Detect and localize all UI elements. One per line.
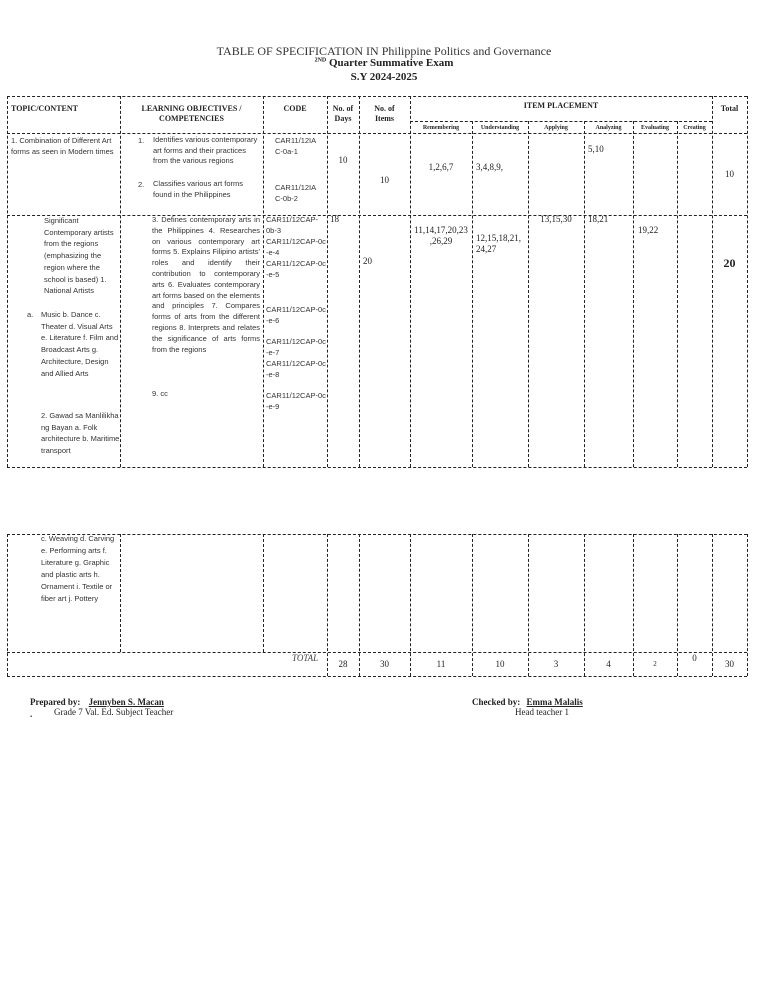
checked-label: Checked by: [472,697,521,707]
row2-code-2: CAR11/12CAP-0c -e-4 [266,237,326,257]
row2-code-4: CAR11/12CAP-0c -e-6 [266,305,326,325]
col-days-line2: Days [334,114,352,123]
row2-objectives: 3. Defines contemporary arts in the Philippines 4. Researches on various contemporary art forms 5. Explains Filipino artists' roles and identify their contribution to contemporary arts 6. Evaluates contemporary art forms based on the elements and principles 7. Compares forms of arts from the different regions 8. Interprets and relates the significance of arts forms from the regions [152,215,260,354]
row2-days: 18 [330,214,339,224]
quarter-label: Quarter Summative Exam [326,57,454,69]
col-objectives-header [120,104,263,124]
total-evaluating: 2 [653,660,657,668]
total-label: TOTAL [292,653,319,663]
total-understanding: 10 [495,659,505,669]
row2-evaluating: 19,22 [638,225,659,235]
row2-topic-artists: Significant Contemporary artists from the regions (emphasizing the region where the school is based) 1. National Artists [44,216,114,296]
row2-code-6: CAR11/12CAP-0c -e-8 [266,359,326,379]
col-total-header: Total [720,104,739,113]
row1-obj2-number: 2. [138,180,145,189]
prepared-role: Grade 7 Val. Ed. Subject Teacher [54,707,174,717]
row2-understanding [476,233,521,255]
row2-understanding-line1: 12,15,18,21, [476,233,521,243]
row1-code-1: CAR11/12IA C-0a-1 [275,136,316,156]
level-applying: Applying [544,125,568,131]
document-title: TABLE OF SPECIFICATION IN Philippine Politics and Governance [216,44,552,58]
col-days-line1: No. of [332,104,354,113]
level-creating: Creating [683,125,706,131]
level-understanding: Understanding [480,125,520,131]
school-year: S.Y 2024-2025 [350,71,418,83]
row1-objective-2: Classifies various art forms found in the Philippines [153,179,244,199]
row1-topic: 1. Combination of Different Art forms as seen in Modern times [11,136,114,156]
row2-analyzing: 18,21 [588,214,609,224]
prepared-by [30,697,164,707]
exam-title [0,57,768,69]
prepared-label: Prepared by: [30,697,81,707]
row1-days: 10 [338,155,348,165]
row2-code-1: CAR11/12CAP-0b-3 [266,215,318,235]
checked-by [472,697,583,707]
col-code-header: CODE [283,104,307,113]
row1-items: 10 [380,175,389,185]
col-objectives-line2: COMPETENCIES [159,114,224,123]
row2-items: 20 [363,256,372,266]
row2-applying: 13,15,30 [540,214,572,224]
total-creating: 0 [692,653,697,663]
total-remembering: 11 [436,659,446,669]
total-applying: 3 [553,659,559,669]
col-placement-header: ITEM PLACEMENT [523,101,599,110]
col-days-header [327,104,359,124]
stray-dot: . [30,709,33,719]
row1-code-2: CAR11/12IA C-0b-2 [275,183,316,203]
row2-remembering [410,225,472,247]
row1-objective-1: Identifies various contemporary art forms and their practices from the various regions [153,135,258,165]
row2-remembering-line1: 11,14,17,20,23 [414,225,468,235]
row2-topic-gawad: 2. Gawad sa Manlilikha ng Bayan a. Folk architecture b. Maritime transport [41,411,120,456]
row2-topic-arts: Music b. Dance c. Theater d. Visual Arts e. Literature f. Film and Broadcast Arts g. Architecture, Design and Allied Arts [41,310,119,378]
prepared-name: Jennyben S. Macan [88,697,164,707]
col-topic-header: TOPIC/CONTENT [11,104,78,113]
total-items: 30 [380,659,389,669]
level-evaluating: Evaluating [640,125,669,131]
quarter-ordinal: 2ND [314,57,327,64]
row1-obj1-number: 1. [138,136,145,145]
row1-total: 10 [725,169,734,179]
row2-topic-letter: a. [27,310,34,319]
row2-code-7: CAR11/12CAP-0c -e-9 [266,391,326,411]
level-analyzing: Analyzing [595,125,622,131]
row1-analyzing: 5,10 [588,144,604,154]
row2-total: 20 [723,256,736,270]
row2-remembering-line2: ,26,29 [429,236,453,246]
row2-code-3: CAR11/12CAP-0c -e-5 [266,259,326,279]
row1-understanding: 3,4,8,9, [476,162,503,172]
checked-role: Head teacher 1 [515,707,569,717]
total-total: 30 [725,659,734,669]
col-objectives-line1: LEARNING OBJECTIVES / [141,104,242,113]
checked-name: Emma Malalis [526,697,583,707]
row2-code-5: CAR11/12CAP-0c -e-7 [266,337,326,357]
row1-remembering: 1,2,6,7 [428,162,454,172]
level-remembering: Remembering [422,125,460,131]
row2-understanding-line2: 24,27 [476,244,497,254]
col-items-header [359,104,410,124]
col-items-line1: No. of [374,104,395,113]
total-analyzing: 4 [606,659,611,669]
total-days: 28 [338,659,348,669]
row2-objective-last: 9. cc [152,389,168,398]
row3-topic: c. Weaving d. Carving e. Performing arts f. Literature g. Graphic and plastic arts h. Ornament i. Textile or fiber art j. Pottery [41,534,115,603]
col-items-line2: Items [374,114,395,123]
